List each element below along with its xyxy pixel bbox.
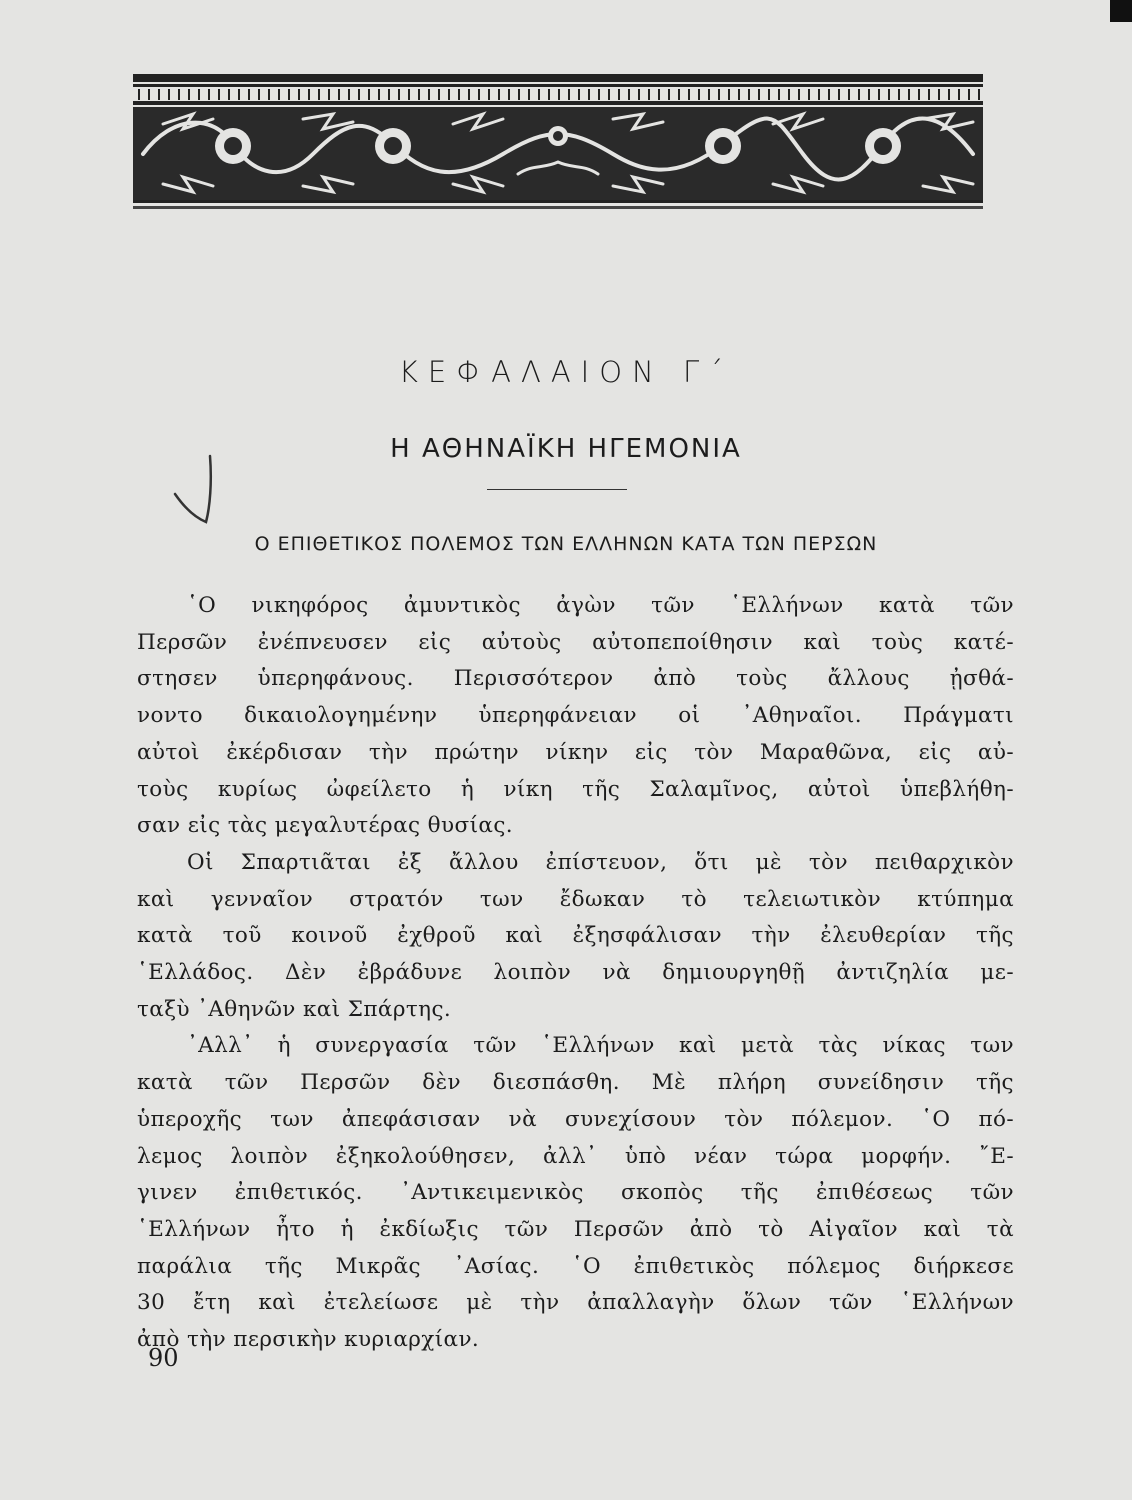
text-line: ῾Ελλήνων ἦτο ἡ ἐκδίωξις τῶν Περσῶν ἀπὸ τὸ Αἰγαῖον καὶ τὰ [137,1216,1014,1242]
paragraph [137,1028,1014,1358]
text-line: λεμος λοιπὸν ἐξηκολούθησεν, ἀλλ᾿ ὑπὸ νέαν τώρα μορφήν. ῎Ε- [137,1143,1014,1169]
text-line: παράλια τῆς Μικρᾶς ᾿Ασίας. ῾Ο ἐπιθετικὸς πόλεμος διήρκεσε [137,1253,1014,1279]
text-line: κατὰ τῶν Περσῶν δὲν διεσπάσθη. Μὲ πλήρη συνείδησιν τῆς [137,1070,1014,1096]
text-line: ῾Ελλάδος. Δὲν ἐβράδυνε λοιπὸν νὰ δημιουργηθῇ ἀντιζηλία με- [137,960,1014,986]
text-line: στησεν ὑπερηφάνους. Περισσότερον ἀπὸ τοὺς ἄλλους ᾐσθά- [137,666,1014,692]
handwritten-checkmark [172,452,222,528]
title-divider [487,489,627,490]
paragraph [137,588,1014,845]
body-text [137,588,1014,1359]
decorative-header-ornament [133,74,983,212]
chapter-heading: ΚΕΦΑΛΑΙΟΝ Γ΄ [398,355,734,389]
text-line: σαν εἰς τὰς μεγαλυτέρας θυσίας. [137,813,513,839]
paragraph [137,845,1014,1029]
text-line: ὑπεροχῆς των ἀπεφάσισαν νὰ συνεχίσουν τὸν πόλεμον. ῾Ο πό- [137,1106,1014,1132]
text-line: Οἱ Σπαρτιᾶται ἐξ ἄλλου ἐπίστευον, ὅτι μὲ τὸν πειθαρχικὸν [187,849,1014,875]
text-line: γινεν ἐπιθετικός. ᾿Αντικειμενικὸς σκοπὸς τῆς ἐπιθέσεως τῶν [137,1180,1014,1206]
text-line: τοὺς κυρίως ὠφείλετο ἡ νίκη τῆς Σαλαμῖνος, αὐτοὶ ὑπεβλήθη- [137,776,1014,802]
text-line: κατὰ τοῦ κοινοῦ ἐχθροῦ καὶ ἐξησφάλισαν τὴν ἐλευθερίαν τῆς [137,923,1014,949]
page-number: 90 [148,1344,179,1372]
text-line: Περσῶν ἐνέπνευσεν εἰς αὐτοὺς αὐτοπεποίθησιν καὶ τοὺς κατέ- [137,629,1014,655]
scan-corner-shadow [1110,0,1132,22]
text-line: 30 ἔτη καὶ ἐτελείωσε μὲ τὴν ἀπαλλαγὴν ὅλων τῶν ῾Ελλήνων [137,1290,1014,1316]
section-subtitle: Ο ΕΠΙΘΕΤΙΚΟΣ ΠΟΛΕΜΟΣ ΤΩΝ ΕΛΛΗΝΩΝ ΚΑΤΑ ΤΩΝ ΠΕΡΣΩΝ [254,533,878,555]
text-line: αὐτοὶ ἐκέρδισαν τὴν πρώτην νίκην εἰς τὸν Μαραθῶνα, εἰς αὐ- [137,739,1014,765]
chapter-title: Η ΑΘΗΝΑΪΚΗ ΗΓΕΜΟΝΙΑ [390,434,742,464]
text-line: ᾿Αλλ᾿ ἡ συνεργασία τῶν ῾Ελλήνων καὶ μετὰ τὰς νίκας των [187,1033,1014,1059]
text-line: ἀπὸ τὴν περσικὴν κυριαρχίαν. [137,1327,480,1353]
text-line: νοντο δικαιολογημένην ὑπερηφάνειαν οἱ ᾿Αθηναῖοι. Πράγματι [137,703,1014,729]
text-line: ῾Ο νικηφόρος ἀμυντικὸς ἀγὼν τῶν ῾Ελλήνων κατὰ τῶν [187,593,1014,618]
text-line: ταξὺ ᾿Αθηνῶν καὶ Σπάρτης. [137,996,452,1022]
text-line: καὶ γενναῖον στρατόν των ἔδωκαν τὸ τελειωτικὸν κτύπημα [137,886,1014,912]
